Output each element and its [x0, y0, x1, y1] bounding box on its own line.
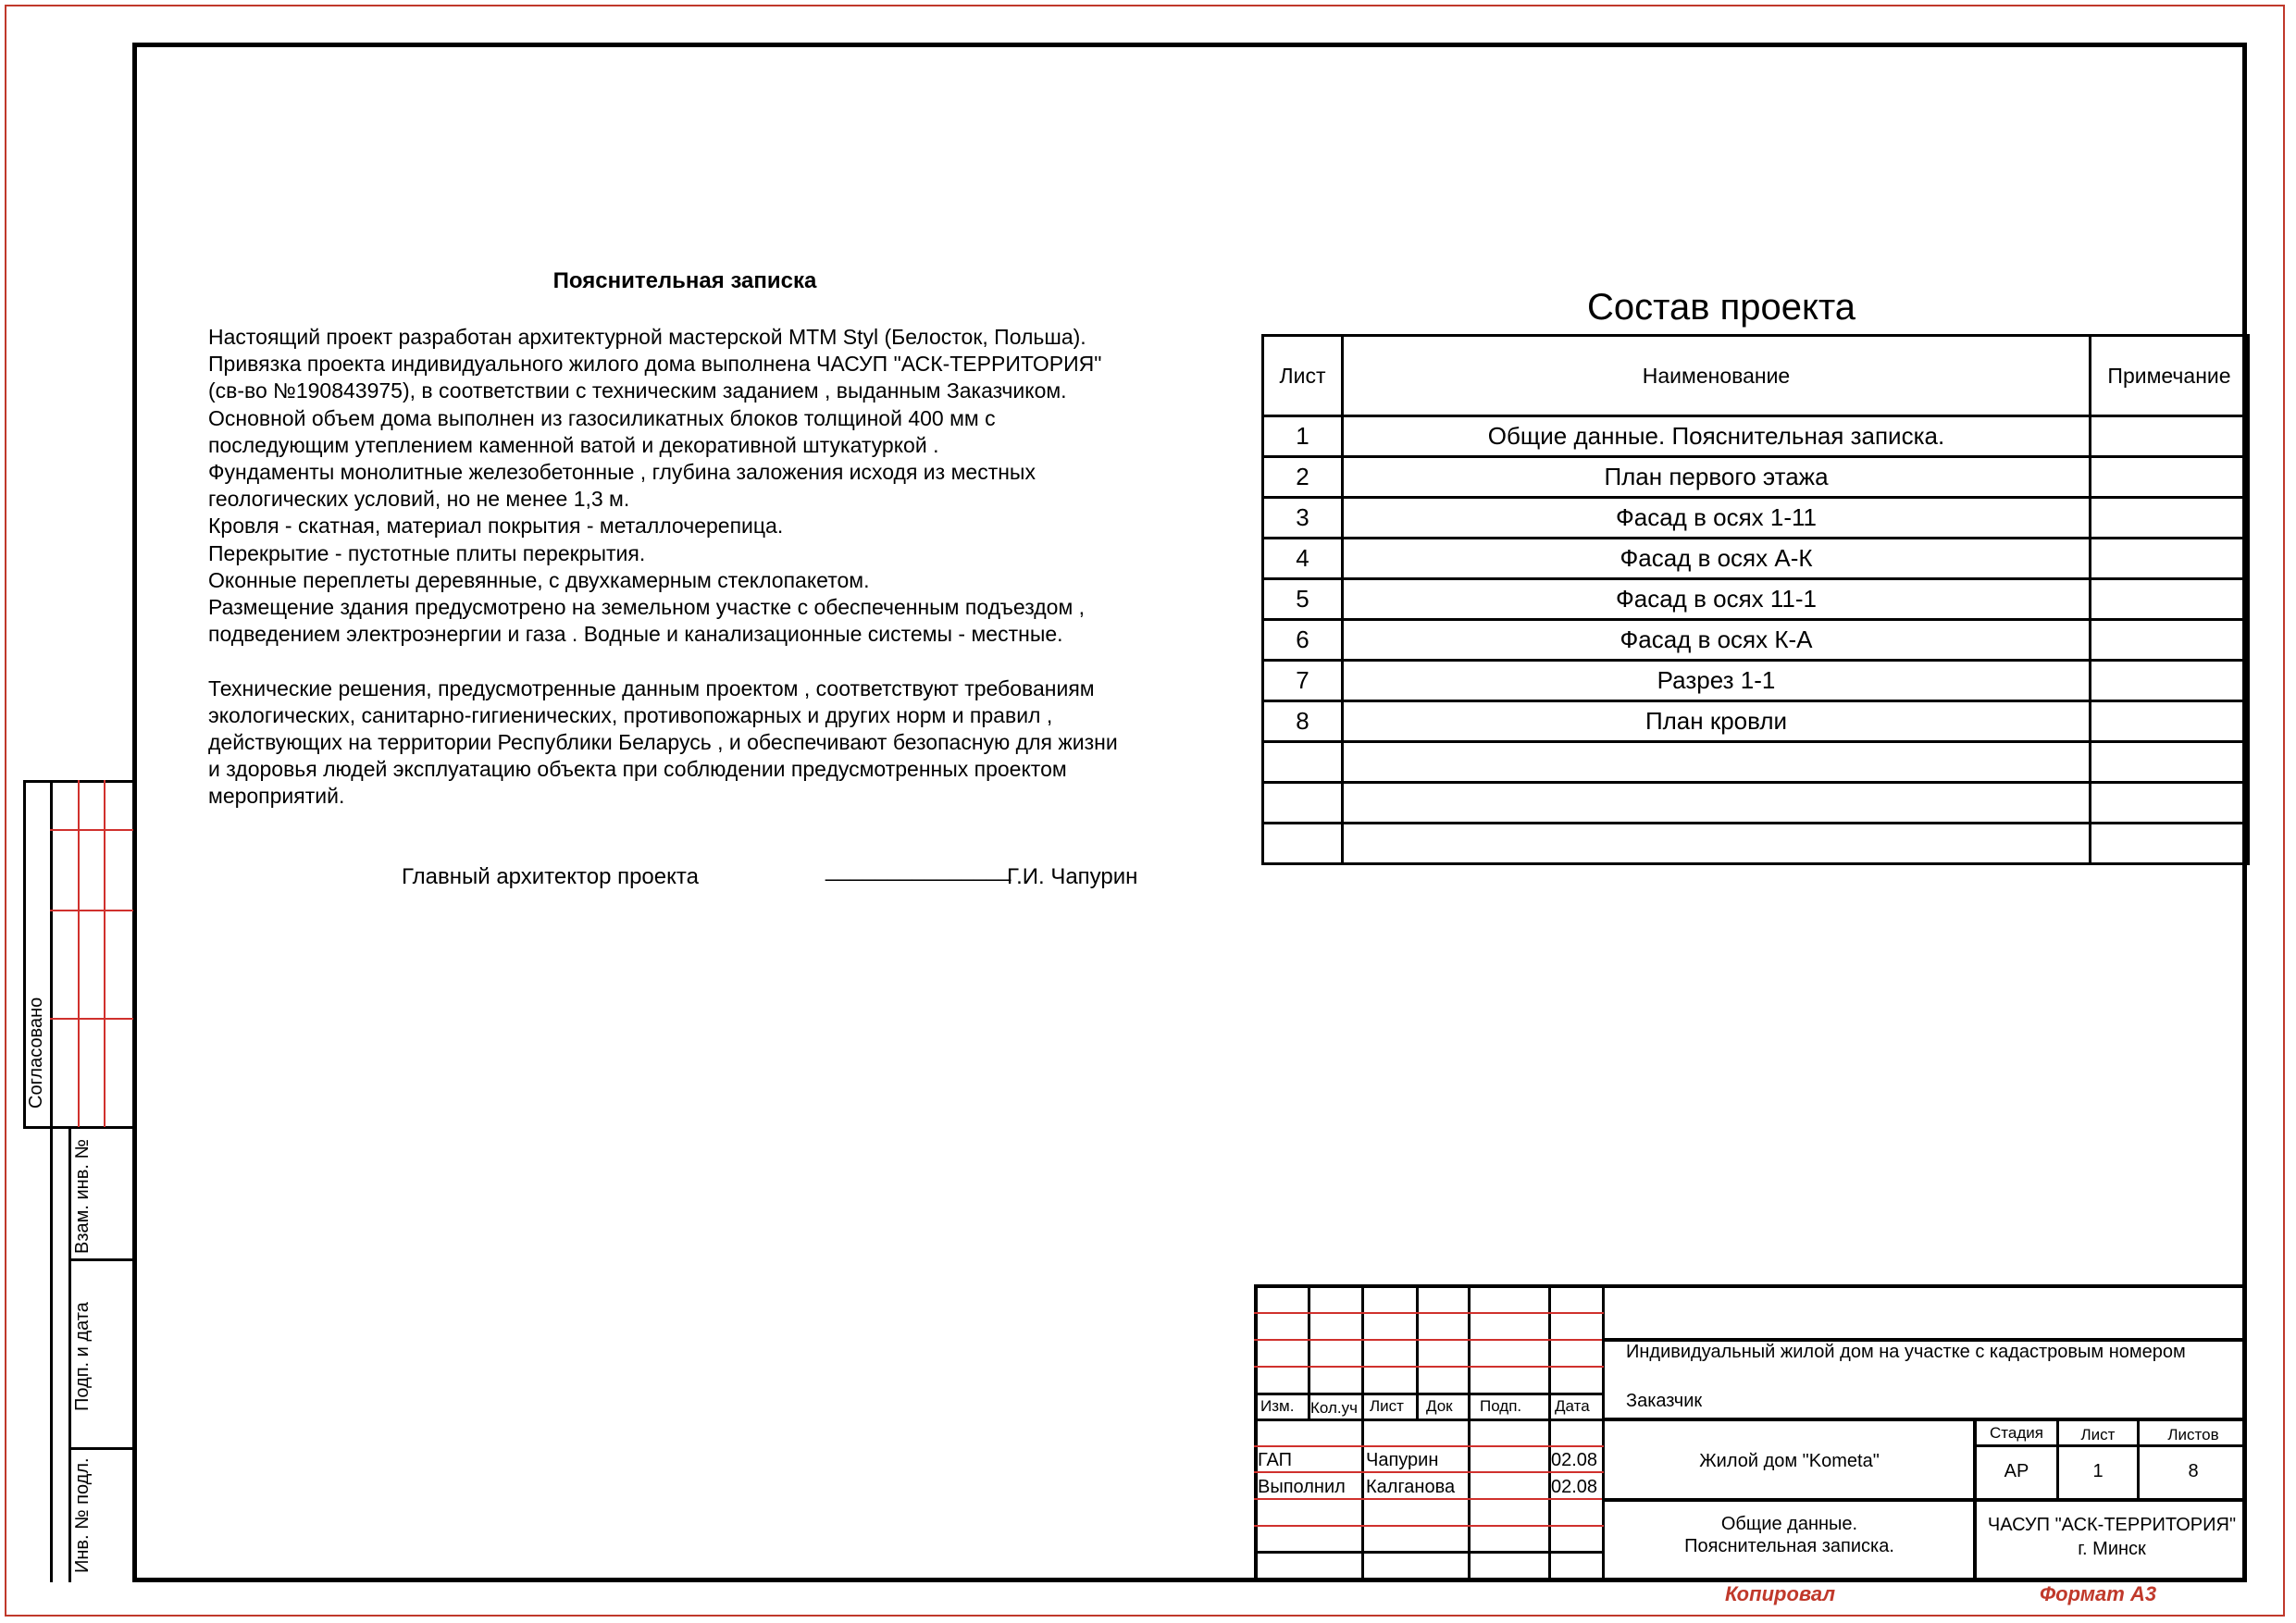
note-line: подведением электроэнергии и газа . Водные и канализационные системы - местные. [208, 622, 1063, 647]
side-line [104, 780, 105, 1127]
footer-copied: Копировал [1725, 1582, 1836, 1605]
stamp-line [1361, 1284, 1364, 1582]
stamp-line [1602, 1284, 1605, 1582]
stamp-line [1254, 1551, 1604, 1554]
sostav-note-cell [2091, 539, 2249, 579]
stamp-sheet-label: Лист [2080, 1426, 2116, 1443]
sostav-sheet-cell [1263, 783, 1343, 824]
sostav-header-cell: Наименование [1343, 336, 2091, 416]
note-line: Фундаменты монолитные железобетонные , глубина заложения исходя из местных [208, 460, 1036, 484]
sostav-header-row [1263, 336, 2249, 416]
table-row [1263, 498, 2249, 539]
side-line [68, 1447, 133, 1450]
stamp-col-list: Лист [1370, 1397, 1404, 1415]
stamp-line [1254, 1525, 1604, 1527]
sostav-title: Состав проекта [1586, 287, 1856, 328]
table-row [1263, 783, 2249, 824]
sostav-name-cell: Фасад в осях К-А [1343, 620, 2091, 661]
sostav-sheet-cell [1263, 824, 1343, 864]
sostav-name-cell: План первого этажа [1343, 457, 2091, 498]
sostav-name-cell: Фасад в осях 1-11 [1343, 498, 2091, 539]
table-row [1263, 742, 2249, 783]
stamp-line [1602, 1498, 2247, 1502]
signature-line: _______________ [825, 857, 1011, 882]
side-line [78, 780, 80, 1127]
sostav-name-cell [1343, 783, 2091, 824]
sostav-name-cell: Разрез 1-1 [1343, 661, 2091, 701]
stamp-line [1254, 1339, 1604, 1341]
note-line: последующим утеплением каменной ватой и декоративной штукатуркой . [208, 432, 939, 457]
sostav-sheet-cell: 1 [1263, 416, 1343, 457]
stamp-col-izm: Изм. [1260, 1397, 1295, 1415]
stamp-object: Жилой дом "Kometa" [1699, 1451, 1880, 1471]
side-vzam: Взам. инв. № [72, 1139, 93, 1254]
signature-name: Г.И. Чапурин [1007, 864, 1138, 889]
stamp-line [1468, 1284, 1471, 1582]
stamp-sheets: 8 [2188, 1461, 2199, 1481]
sostav-sheet-cell: 8 [1263, 701, 1343, 742]
sostav-note-cell [2091, 579, 2249, 620]
stamp-line [1416, 1284, 1419, 1420]
side-line [68, 1126, 71, 1582]
table-row [1263, 579, 2249, 620]
sostav-table [1261, 334, 2250, 865]
note-line: геологических условий, но не менее 1,3 м. [208, 487, 630, 512]
sostav-header-cell: Примечание [2091, 336, 2249, 416]
side-inv: Инв. № подл. [72, 1457, 93, 1573]
table-row [1263, 539, 2249, 579]
stamp-line [1973, 1444, 2247, 1447]
side-line [68, 1258, 133, 1261]
side-line [50, 829, 133, 831]
stamp-gap-name: Чапурин [1366, 1450, 1439, 1470]
sostav-note-cell [2091, 457, 2249, 498]
note-line: Технические решения, предусмотренные данным проектом , соответствуют требованиям [208, 675, 1095, 700]
stamp-gap-date: 02.08 [1551, 1450, 1598, 1470]
table-row [1263, 416, 2249, 457]
sostav-sheet-cell: 3 [1263, 498, 1343, 539]
stamp-line [1254, 1284, 2247, 1288]
stamp-col-date: Дата [1555, 1397, 1590, 1415]
stamp-line [1254, 1366, 1604, 1368]
stamp-col-kolvo: Кол.уч [1310, 1399, 1358, 1417]
note-line: Оконные переплеты деревянные, с двухкамерным стеклопакетом. [208, 567, 870, 592]
stamp-gap-role: ГАП [1258, 1450, 1292, 1470]
stamp-col-podp: Подп. [1480, 1397, 1522, 1415]
sostav-note-cell [2091, 824, 2249, 864]
sostav-note-cell [2091, 661, 2249, 701]
note-line: Настоящий проект разработан архитектурной мастерской MTM Styl (Белосток, Польша). [208, 325, 1086, 349]
sostav-name-cell: Фасад в осях А-К [1343, 539, 2091, 579]
sostav-name-cell: Фасад в осях 11-1 [1343, 579, 2091, 620]
sostav-note-cell [2091, 783, 2249, 824]
note-line: и здоровья людей эксплуатацию объекта при соблюдении предусмотренных проектом [208, 757, 1067, 782]
side-line [50, 1018, 133, 1020]
sostav-note-cell [2091, 742, 2249, 783]
stamp-doc-name-1: Общие данные. [1720, 1514, 1858, 1534]
sostav-note-cell [2091, 620, 2249, 661]
stamp-exec-name: Калганова [1366, 1477, 1456, 1497]
stamp-line [1602, 1418, 2247, 1421]
side-podp: Подп. и дата [72, 1302, 93, 1411]
sostav-name-cell: План кровли [1343, 701, 2091, 742]
sostav-name-cell: Общие данные. Пояснительная записка. [1343, 416, 2091, 457]
note-title: Пояснительная записка [552, 268, 817, 293]
note-line: Основной объем дома выполнен из газосиликатных блоков толщиной 400 мм с [208, 405, 996, 430]
stamp-exec-date: 02.08 [1551, 1477, 1598, 1497]
sostav-sheet-cell: 6 [1263, 620, 1343, 661]
table-row [1263, 620, 2249, 661]
table-row [1263, 457, 2249, 498]
table-row [1263, 701, 2249, 742]
stamp-doc-name-2: Пояснительная записка. [1684, 1536, 1894, 1556]
sostav-sheet-cell: 7 [1263, 661, 1343, 701]
note-line: действующих на территории Республики Беларусь , и обеспечивают безопасную для жизни [208, 730, 1118, 754]
side-agreed: Согласовано [26, 997, 46, 1109]
stamp-col-dok: Док [1426, 1397, 1453, 1415]
sostav-sheet-cell: 5 [1263, 579, 1343, 620]
table-row [1263, 661, 2249, 701]
stamp-line [1254, 1284, 1258, 1582]
side-line [50, 910, 133, 911]
stamp-line [1548, 1284, 1551, 1582]
note-line: экологических, санитарно-гигиенических, противопожарных и других норм и правил , [208, 702, 1053, 727]
table-row [1263, 824, 2249, 864]
stamp-org-1: ЧАСУП "АСК-ТЕРРИТОРИЯ" [1987, 1515, 2237, 1535]
stamp-line [1254, 1445, 1604, 1447]
stamp-line [1254, 1312, 1604, 1314]
stamp-stage: АР [2004, 1461, 2029, 1481]
stamp-customer: Заказчик [1626, 1391, 1703, 1411]
signature-role: Главный архитектор проекта [402, 864, 699, 889]
note-line: (св-во №190843975), в соответствии с техническим заданием , выданным Заказчиком. [208, 378, 1067, 403]
sostav-note-cell [2091, 498, 2249, 539]
sostav-note-cell [2091, 416, 2249, 457]
stamp-org-2: г. Минск [2078, 1539, 2146, 1559]
sostav-name-cell [1343, 824, 2091, 864]
stamp-line [1254, 1419, 1604, 1421]
sostav-note-cell [2091, 701, 2249, 742]
stamp-exec-role: Выполнил [1258, 1477, 1346, 1497]
sostav-name-cell [1343, 742, 2091, 783]
sostav-sheet-cell: 4 [1263, 539, 1343, 579]
note-line: мероприятий. [208, 784, 345, 809]
stamp-line [1254, 1471, 1604, 1473]
note-line: Перекрытие - пустотные плиты перекрытия. [208, 540, 646, 565]
note-line: Размещение здания предусмотрено на земельном участке с обеспеченным подъездом , [208, 595, 1086, 619]
note-line: Кровля - скатная, материал покрытия - металлочерепица. [208, 514, 784, 539]
footer-format: Формат А3 [2040, 1582, 2157, 1605]
side-line [50, 780, 53, 1582]
stamp-sheet: 1 [2092, 1461, 2104, 1481]
sostav-header-cell: Лист [1263, 336, 1343, 416]
stamp-sheets-label: Листов [2167, 1426, 2219, 1443]
stamp-line [1254, 1498, 1604, 1500]
stamp-project-title: Индивидуальный жилой дом на участке с кадастровым номером [1626, 1342, 2186, 1362]
stamp-line [1254, 1393, 1604, 1395]
note-line: Привязка проекта индивидуального жилого дома выполнена ЧАСУП "АСК-ТЕРРИТОРИЯ" [208, 352, 1102, 377]
sostav-sheet-cell: 2 [1263, 457, 1343, 498]
stamp-stage-label: Стадия [1990, 1424, 2043, 1442]
sostav-sheet-cell [1263, 742, 1343, 783]
